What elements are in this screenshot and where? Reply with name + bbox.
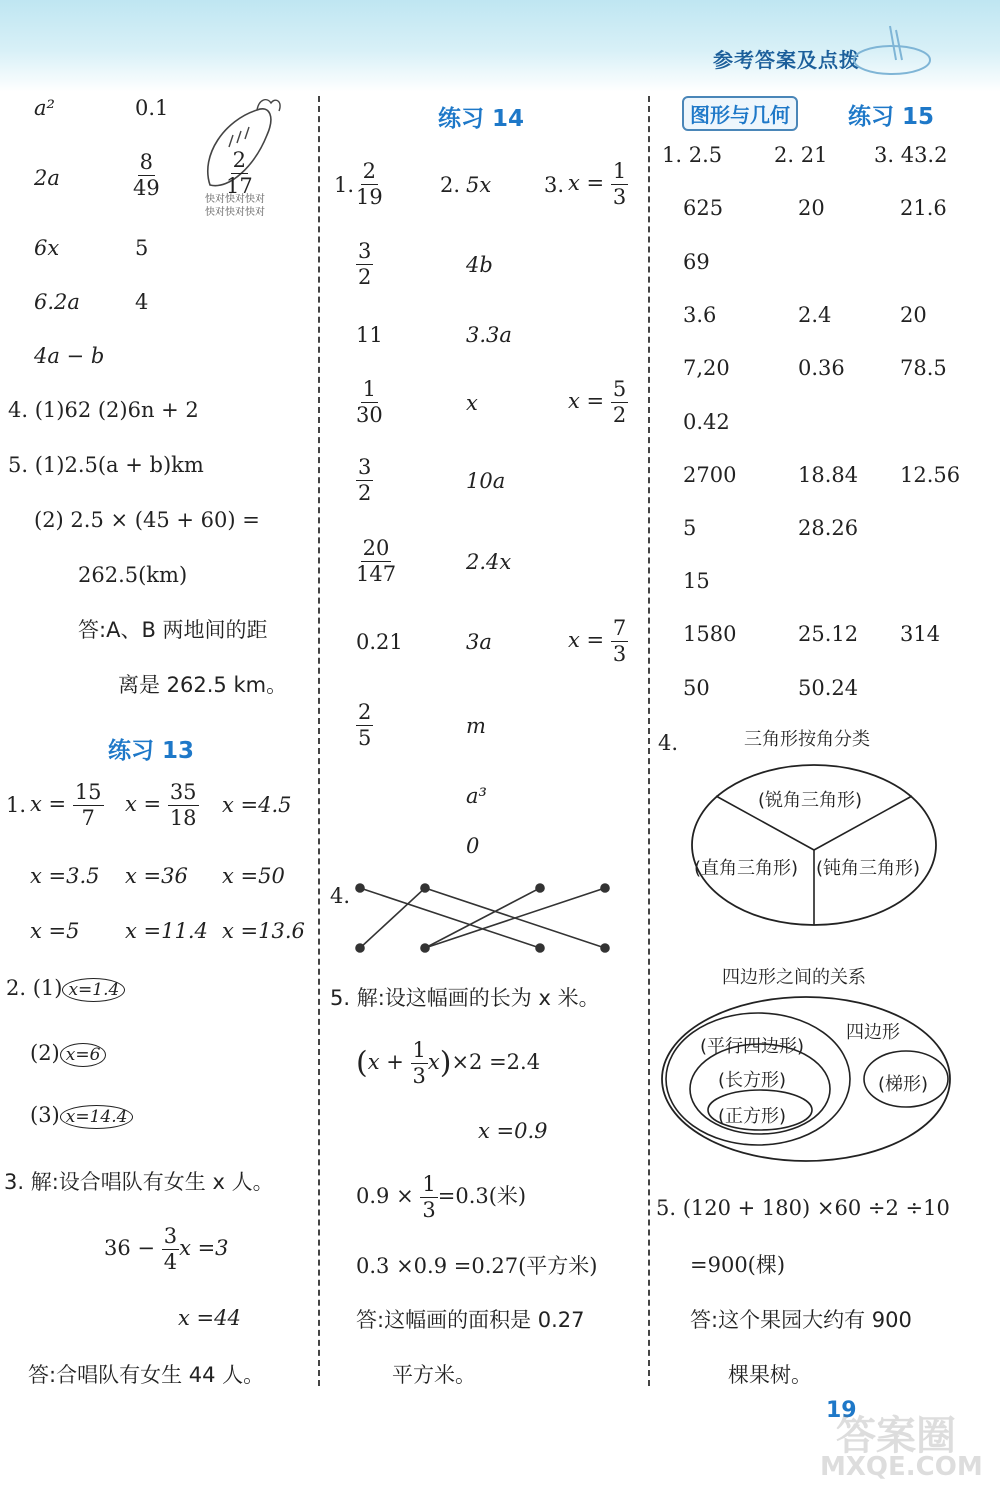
s15-row-8-col-1: 15 [683, 569, 710, 593]
s15-row-4-col-3: 78.5 [900, 356, 947, 380]
s14-row-3-col-a: 11 [356, 323, 383, 347]
col1-row4-b: 4 [135, 290, 149, 314]
col1-q5-1: 5. (1)2.5(a + b)km [8, 453, 204, 477]
col1-row1-b: 0.1 [135, 96, 169, 120]
s14-q3-label: 3. [544, 173, 565, 197]
s14-row-10-col-b: 0 [466, 834, 480, 858]
s15-q5-2: =900(棵) [690, 1253, 786, 1277]
s14-row-8-col-a: $\frac{2}{5}$ [358, 700, 372, 750]
section-title-15: 练习 15 [848, 104, 935, 130]
s13-q3-1: 3. 解:设合唱队有女生 x 人。 [4, 1170, 274, 1194]
s15-row-6-col-2: 18.84 [798, 463, 859, 487]
s13-q1-r2-a: x =3.5 [30, 864, 100, 888]
s14-q5-eq: (x + $\frac{1}{3}$ x)×2 =2.4 [356, 1038, 541, 1088]
col1-q5-5: 离是 262.5 km。 [118, 673, 288, 697]
col1-row1-a: a² [34, 96, 55, 120]
triangle-title: 三角形按角分类 [744, 729, 870, 750]
col1-row2-b: $\frac{8}{49}$ [133, 150, 160, 200]
col1-q5-4: 答:A、B 两地间的距 [78, 618, 268, 642]
s14-q5-3: 0.9 × $\frac{1}{3}$ =0.3(米) [356, 1172, 527, 1222]
s13-q3-2: x =44 [178, 1306, 241, 1330]
s15-q4-label: 4. [658, 731, 679, 755]
s14-q5-2: x =0.9 [478, 1119, 548, 1143]
col1-q5-2: (2) 2.5 × (45 + 60) = [34, 508, 260, 532]
s15-row-1-col-1: 625 [683, 196, 724, 220]
s15-row-10-col-2: 50.24 [798, 676, 859, 700]
s15-row-2-col-1: 69 [683, 250, 710, 274]
s14-row-6-col-b: 2.4x [466, 550, 512, 574]
col1-q5-3: 262.5(km) [78, 563, 188, 587]
s15-row-3-col-3: 20 [900, 303, 927, 327]
s15-row-9-col-1: 1580 [683, 622, 737, 646]
s14-row-4-col-a: $\frac{1}{30}$ [356, 377, 383, 427]
s15-q2: 2. 21 [774, 143, 828, 167]
s13-q1-r2-c: x =50 [222, 864, 285, 888]
s14-row-4-col-b: x [466, 391, 478, 415]
quad-parallelogram: (平行四边形) [700, 1036, 805, 1057]
sticker-text-1: 快对快对快对 [205, 194, 265, 205]
watermark-url: MXQE.COM [820, 1452, 983, 1482]
s15-row-9-col-2: 25.12 [798, 622, 859, 646]
s14-q5-4: 0.3 ×0.9 =0.27(平方米) [356, 1254, 598, 1278]
s13-q1-r3-c: x =13.6 [222, 919, 305, 943]
geometry-badge: 图形与几何 [682, 96, 798, 131]
column-divider-2 [648, 96, 650, 1386]
swoosh-icon [852, 20, 942, 80]
s14-row-1-col-b: 5x [466, 173, 492, 197]
s15-q5-1: 5. (120 + 180) ×60 ÷2 ÷10 [656, 1196, 950, 1220]
s14-q5-1: 5. 解:设这幅画的长为 x 米。 [330, 986, 600, 1010]
s14-q5-6: 平方米。 [392, 1363, 476, 1387]
s14-q4-label: 4. [330, 884, 351, 908]
s15-row-9-col-3: 314 [900, 622, 941, 646]
s14-row-7-col-a: 0.21 [356, 630, 403, 654]
section-title-14: 练习 14 [438, 106, 525, 132]
s15-q5-3: 答:这个果园大约有 900 [690, 1308, 912, 1332]
column-divider-1 [318, 96, 320, 1386]
triangle-right: (直角三角形) [694, 858, 799, 879]
quad-trapezoid: (梯形) [878, 1074, 929, 1095]
s14-q5-5: 答:这幅画的面积是 0.27 [356, 1308, 585, 1332]
quad-title: 四边形之间的关系 [722, 967, 866, 988]
col1-row2-a: 2a [34, 166, 60, 190]
sticker-fraction: $\frac{2}{17}$ [226, 148, 253, 198]
s15-q1: 1. 2.5 [662, 143, 723, 167]
s14-q1-label: 1. [334, 173, 355, 197]
sticker-text-2: 快对快对快对 [205, 207, 265, 218]
s13-q1-r1-c: x =4.5 [222, 793, 292, 817]
s15-row-5-col-1: 0.42 [683, 410, 730, 434]
s13-q2-2: (2) x=6 [30, 1043, 106, 1067]
s14-row-2-col-b: 4b [466, 253, 493, 277]
s15-row-4-col-2: 0.36 [798, 356, 845, 380]
s15-row-6-col-3: 12.56 [900, 463, 961, 487]
s15-row-6-col-1: 2700 [683, 463, 737, 487]
s14-row-1-col-a: $\frac{2}{19}$ [356, 159, 383, 209]
matching-lines-diagram [350, 878, 620, 958]
s14-row-7-col-b: 3a [466, 630, 492, 654]
s13-q3-3: 答:合唱队有女生 44 人。 [28, 1363, 265, 1387]
col1-q4: 4. (1)62 (2)6n + 2 [8, 398, 199, 422]
s15-q3: 3. 43.2 [874, 143, 948, 167]
s14-row-5-col-b: 10a [466, 469, 506, 493]
s13-q1-r1-a: x = $\frac{15}{7}$ [30, 780, 102, 830]
s13-q1-r1-b: x = $\frac{35}{18}$ [125, 780, 197, 830]
s13-q2-1: 2. (1) x=1.4 [6, 978, 125, 1002]
s13-q1-r3-a: x =5 [30, 919, 80, 943]
watermark-logo: 答案圈 [836, 1413, 956, 1459]
section-title-13: 练习 13 [108, 738, 195, 764]
s15-row-10-col-1: 50 [683, 676, 710, 700]
triangle-obtuse: (钝角三角形) [816, 858, 921, 879]
s14-row-3-col-b: 3.3a [466, 323, 512, 347]
s15-row-3-col-2: 2.4 [798, 303, 832, 327]
s14-row-2-col-a: $\frac{3}{2}$ [358, 239, 372, 289]
col1-row4-a: 6.2a [34, 290, 80, 314]
s15-row-7-col-2: 28.26 [798, 516, 859, 540]
s13-q1-label: 1. [6, 793, 27, 817]
s14-row-4-col-c: x = $\frac{5}{2}$ [568, 377, 627, 427]
s14-row-5-col-a: $\frac{3}{2}$ [358, 455, 372, 505]
s14-q2-label: 2. [440, 173, 461, 197]
s14-row-8-col-b: m [466, 714, 486, 738]
page-number: 19 [826, 1398, 857, 1423]
quad-outer: 四边形 [846, 1022, 900, 1043]
header-title: 参考答案及点拨 [713, 48, 860, 72]
s13-q3-eq: 36 − $\frac{3}{4}$ x =3 [104, 1224, 229, 1274]
s13-q1-r2-b: x =36 [125, 864, 188, 888]
s13-q1-r3-b: x =11.4 [125, 919, 208, 943]
s15-q5-4: 棵果树。 [728, 1363, 812, 1387]
s14-row-7-col-c: x = $\frac{7}{3}$ [568, 616, 627, 666]
col1-row5-a: 4a − b [34, 344, 105, 368]
quad-square: (正方形) [718, 1106, 787, 1127]
s15-row-1-col-2: 20 [798, 196, 825, 220]
s13-q2-3: (3) x=14.4 [30, 1105, 133, 1129]
s15-row-7-col-1: 5 [683, 516, 697, 540]
s14-row-6-col-a: $\frac{20}{147}$ [356, 536, 397, 586]
s15-row-4-col-1: 7,20 [683, 356, 730, 380]
col1-row3-a: 6x [34, 236, 60, 260]
triangle-acute: (锐角三角形) [758, 790, 863, 811]
quad-rectangle: (长方形) [718, 1070, 787, 1091]
s15-row-3-col-1: 3.6 [683, 303, 717, 327]
s14-row-1-col-c: x = $\frac{1}{3}$ [568, 159, 627, 209]
col1-row3-b: 5 [135, 236, 149, 260]
s14-row-9-col-b: a³ [466, 784, 487, 808]
s15-row-1-col-3: 21.6 [900, 196, 947, 220]
